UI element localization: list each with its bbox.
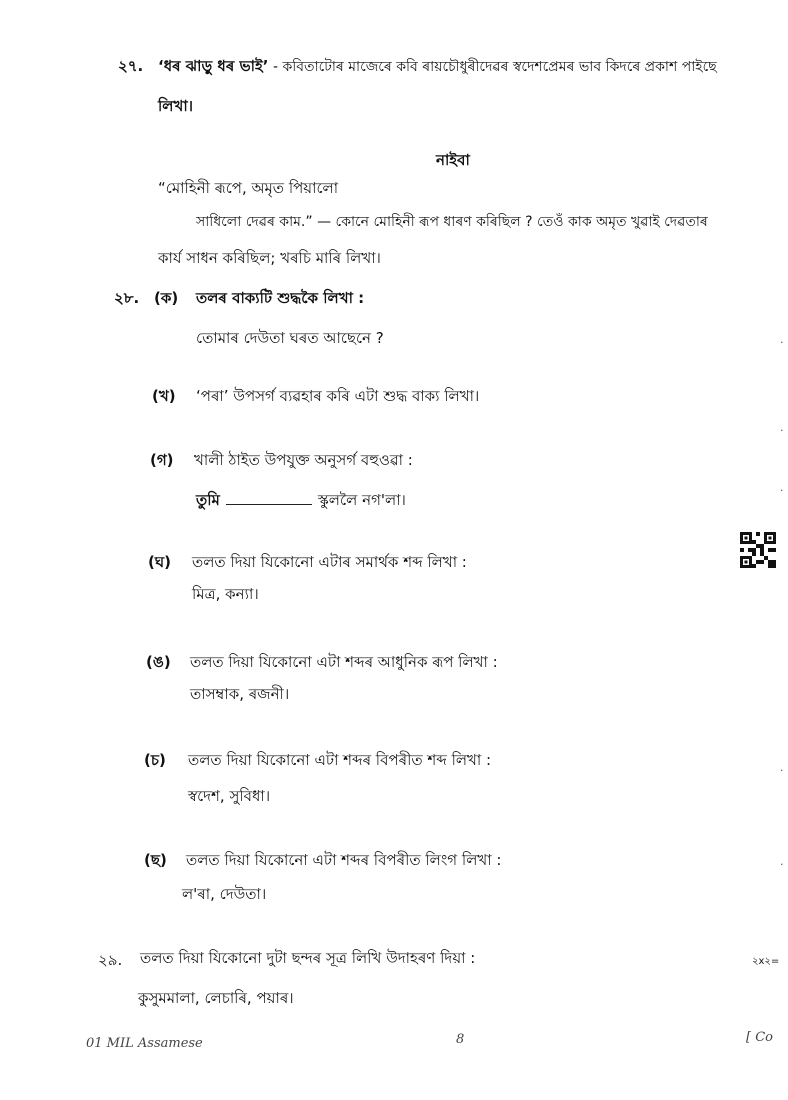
q28-part-cha-text: তলত দিয়া যিকোনো এটা শব্দৰ বিপৰীত শব্দ লিখা :	[188, 751, 492, 769]
q27-line1-rest: - কবিতাটোৰ মাজেৰে কবি ৰায়চৌধুৰীদেৱৰ স্বদেশপ্ৰেমৰ ভাব কিদৰে প্ৰকাশ পাইছে	[268, 59, 717, 75]
q28-part-gha-answer: মিত্ৰ, কন্যা।	[192, 585, 259, 603]
q28-part-ka-text: তলৰ বাক্যটি শুদ্ধকৈ লিখা :	[196, 289, 365, 307]
q29-number: ২৯.	[98, 951, 123, 969]
q27-line1	[158, 56, 758, 77]
q29-marks: ২x২=	[752, 956, 780, 967]
edge-mark: ·	[780, 484, 784, 497]
qr-code-icon	[740, 532, 776, 568]
q28-number: ২৮.	[114, 289, 140, 307]
fill-in-blank	[226, 492, 312, 505]
q28-part-nga-text: তলত দিয়া যিকোনো এটা শব্দৰ আধুনিক ৰূপ লিখা :	[190, 653, 498, 671]
footer-paper-code: 01 MIL Assamese	[86, 1036, 203, 1051]
edge-mark: ·	[780, 858, 784, 871]
q28-part-kha-text: ‘পৰা’ উপসৰ্গ ব্যৱহাৰ কৰি এটা শুদ্ধ বাক্য লিখা।	[196, 387, 480, 405]
edge-mark: ·	[780, 764, 784, 777]
q28-part-gha-label: (ঘ)	[148, 553, 171, 571]
q28-part-kha-label: (খ)	[152, 387, 176, 405]
q28-part-cha-answer: স্বদেশ, সুবিধা।	[188, 787, 271, 805]
q27-line2: লিখা।	[158, 97, 194, 115]
q28-part-cha-label: (চ)	[144, 751, 166, 769]
q28-part-nga-label: (ঙ)	[146, 653, 171, 671]
q28-part-ga-label: (গ)	[150, 451, 174, 469]
q28-part-chha-label: (ছ)	[144, 851, 167, 869]
q28-part-ka-answer: তোমাৰ দেউতা ঘৰত আছেনে ?	[196, 329, 384, 347]
q27-poem-title: ‘ধৰ ঝাড়ু ধৰ ভাই’	[158, 57, 269, 75]
q29-answer: কুসুমমালা, লেচাৰি, পয়াৰ।	[138, 989, 294, 1007]
q28-part-ga-answer	[196, 490, 406, 510]
q27-quote-line1: “মোহিনী ৰূপে, অমৃত পিয়ালো	[158, 179, 339, 197]
q28-part-ga-answer-after: স্কুললৈ নগ'লা।	[317, 491, 406, 509]
q28-part-ga-text: খালী ঠাইত উপযুক্ত অনুসৰ্গ বহুওৱা :	[194, 451, 413, 469]
q27-or-label: নাইবা	[436, 151, 470, 169]
q28-part-chha-answer: ল'ৰা, দেউতা।	[182, 885, 267, 903]
edge-mark: ·	[780, 424, 784, 437]
q27-quote-line2: সাধিলো দেৱৰ কাম.” — কোনে মোহিনী ৰূপ ধাৰণ কৰিছিল ? তেওঁ কাক অমৃত খুৱাই দেৱতাৰ	[196, 214, 708, 230]
q29-text: তলত দিয়া যিকোনো দুটা ছন্দৰ সূত্ৰ লিখি উদাহৰণ দিয়া :	[140, 949, 476, 967]
edge-mark: ·	[780, 336, 784, 349]
q28-part-gha-text: তলত দিয়া যিকোনো এটাৰ সমাৰ্থক শব্দ লিখা :	[192, 553, 467, 571]
q28-part-ka-label: (ক)	[154, 289, 179, 307]
q27-quote-line3: কাৰ্য সাধন কৰিছিল; খৰচি মাৰি লিখা।	[158, 249, 381, 267]
q28-part-ga-answer-before: তুমি	[196, 491, 220, 509]
q28-part-nga-answer: তাসম্বাক, ৰজনী।	[190, 685, 290, 703]
q28-part-chha-text: তলত দিয়া যিকোনো এটা শব্দৰ বিপৰীত লিংগ লিখা :	[186, 851, 502, 869]
footer-right-text: [ Co	[746, 1030, 773, 1045]
footer-page-number: 8	[456, 1032, 465, 1047]
q27-number: ২৭.	[118, 57, 144, 75]
